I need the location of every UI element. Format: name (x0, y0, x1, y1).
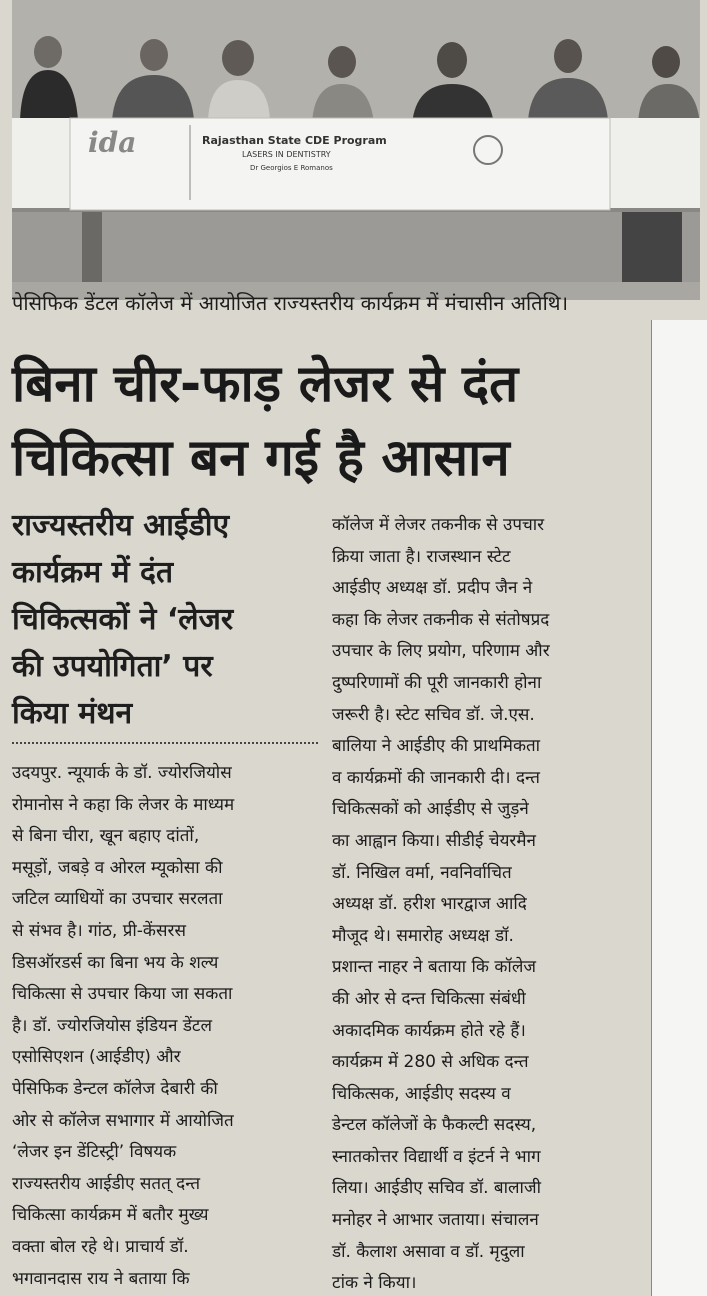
body-line: प्रशान्त नाहर ने बताया कि कॉलेज (332, 957, 536, 978)
headline-line: चिकित्सा बन गई है आसान (12, 429, 510, 488)
body-line: ‘लेजर इन डेंटिस्ट्री’ विषयक (12, 1142, 177, 1163)
subheadline-line: किया मंथन (12, 696, 133, 731)
body-line: लिया। आईडीए सचिव डॉ. बालाजी (332, 1178, 541, 1199)
body-line: मौजूद थे। समारोह अध्यक्ष डॉ. (332, 925, 514, 946)
banner-logo: ida (88, 126, 137, 159)
article-column-left (12, 758, 318, 1295)
headline (12, 348, 652, 496)
page-margin (651, 320, 707, 1296)
body-line: डिसऑरडर्स का बिना भय के शल्य (12, 952, 219, 973)
body-line: पेसिफिक डेन्टल कॉलेज देबारी की (12, 1078, 218, 1099)
body-line: है। डॉ. ज्योरजियोस इंडियन डेंटल (12, 1015, 213, 1036)
subheadline-line: राज्यस्तरीय आईडीए (12, 508, 230, 543)
body-line: स्नातकोत्तर विद्यार्थी व इंटर्न ने भाग (332, 1146, 541, 1167)
body-line: से बिना चीरा, खून बहाए दांतों, (12, 826, 200, 847)
body-line: कार्यक्रम में 280 से अधिक दन्त (332, 1052, 529, 1073)
body-line: आईडीए अध्यक्ष डॉ. प्रदीप जैन ने (332, 578, 533, 599)
body-line: चिकित्सक, आईडीए सदस्य व (332, 1083, 511, 1104)
body-line: कॉलेज में लेजर तकनीक से उपचार (332, 515, 545, 535)
body-line: वक्ता बोल रहे थे। प्राचार्य डॉ. (12, 1236, 189, 1257)
body-line: कहा कि लेजर तकनीक से संतोषप्रद (332, 609, 550, 630)
headline-line: बिना चीर-फाड़ लेजर से दंत (12, 355, 519, 414)
body-line: बालिया ने आईडीए की प्राथमिकता (332, 736, 541, 757)
subheadline-line: चिकित्सकों ने ‘लेजर (12, 602, 234, 637)
subheadline (12, 502, 322, 737)
body-line: से संभव है। गांठ, प्री-केंसरस (12, 920, 186, 941)
body-line: चिकित्सा से उपचार किया जा सकता (12, 984, 233, 1005)
body-line: एसोसिएशन (आईडीए) और (12, 1047, 181, 1068)
body-line: राज्यस्तरीय आईडीए सतत् दन्त (12, 1173, 201, 1194)
body-line: का आह्वान किया। सीडीई चेयरमैन (332, 830, 536, 851)
separator (12, 742, 318, 744)
body-line: डॉ. कैलाश असावा व डॉ. मृदुला (332, 1241, 525, 1262)
body-line: अध्यक्ष डॉ. हरीश भारद्वाज आदि (332, 894, 527, 915)
banner-speaker: Dr Georgios E Romanos (250, 164, 333, 172)
body-line: टांक ने किया। (332, 1273, 417, 1294)
banner-title: Rajasthan State CDE Program (202, 134, 387, 147)
body-line: रोमानोस ने कहा कि लेजर के माध्यम (12, 794, 235, 815)
body-line: चिकित्सकों को आईडीए से जुड़ने (332, 799, 529, 820)
body-line: चिकित्सा कार्यक्रम में बतौर मुख्य (12, 1205, 209, 1226)
body-line: व कार्यक्रमों की जानकारी दी। दन्त (332, 767, 540, 788)
body-line: मसूड़ों, जबड़े व ओरल म्यूकोसा की (12, 857, 223, 878)
photo-illustration (12, 0, 700, 300)
body-line: दुष्परिणामों की पूरी जानकारी होना (332, 672, 542, 693)
subheadline-line: कार्यक्रम में दंत (12, 555, 174, 590)
body-line: डेन्टल कॉलेजों के फैकल्टी सदस्य, (332, 1115, 537, 1136)
body-line: मनोहर ने आभार जताया। संचालन (332, 1210, 539, 1231)
photo-caption: पेसिफिक डेंटल कॉलेज में आयोजित राज्यस्तरीय कार्यक्रम में मंचासीन अतिथि। (12, 291, 569, 315)
body-line: जरूरी है। स्टेट सचिव डॉ. जे.एस. (332, 704, 535, 725)
body-line: जटिल व्याधियों का उपचार सरलता (12, 889, 223, 910)
body-line: उपचार के लिए प्रयोग, परिणाम और (332, 641, 550, 662)
subheadline-line: की उपयोगिता’ पर (12, 649, 213, 684)
body-line: की ओर से दन्त चिकित्सा संबंधी (332, 988, 526, 1009)
body-line: डॉ. निखिल वर्मा, नवनिर्वाचित (332, 862, 512, 883)
body-line: ओर से कॉलेज सभागार में आयोजित (12, 1110, 234, 1131)
banner-subtitle: LASERS IN DENTISTRY (242, 150, 331, 159)
body-line: क्रिया जाता है। राजस्थान स्टेट (332, 546, 511, 567)
article-column-right (332, 510, 632, 1296)
body-line: अकादमिक कार्यक्रम होते रहे हैं। (332, 1020, 526, 1041)
body-line: उदयपुर. न्यूयार्क के डॉ. ज्योरजियोस (12, 763, 232, 783)
news-photo (12, 0, 700, 300)
body-line: भगवानदास राय ने बताया कि (12, 1268, 190, 1289)
